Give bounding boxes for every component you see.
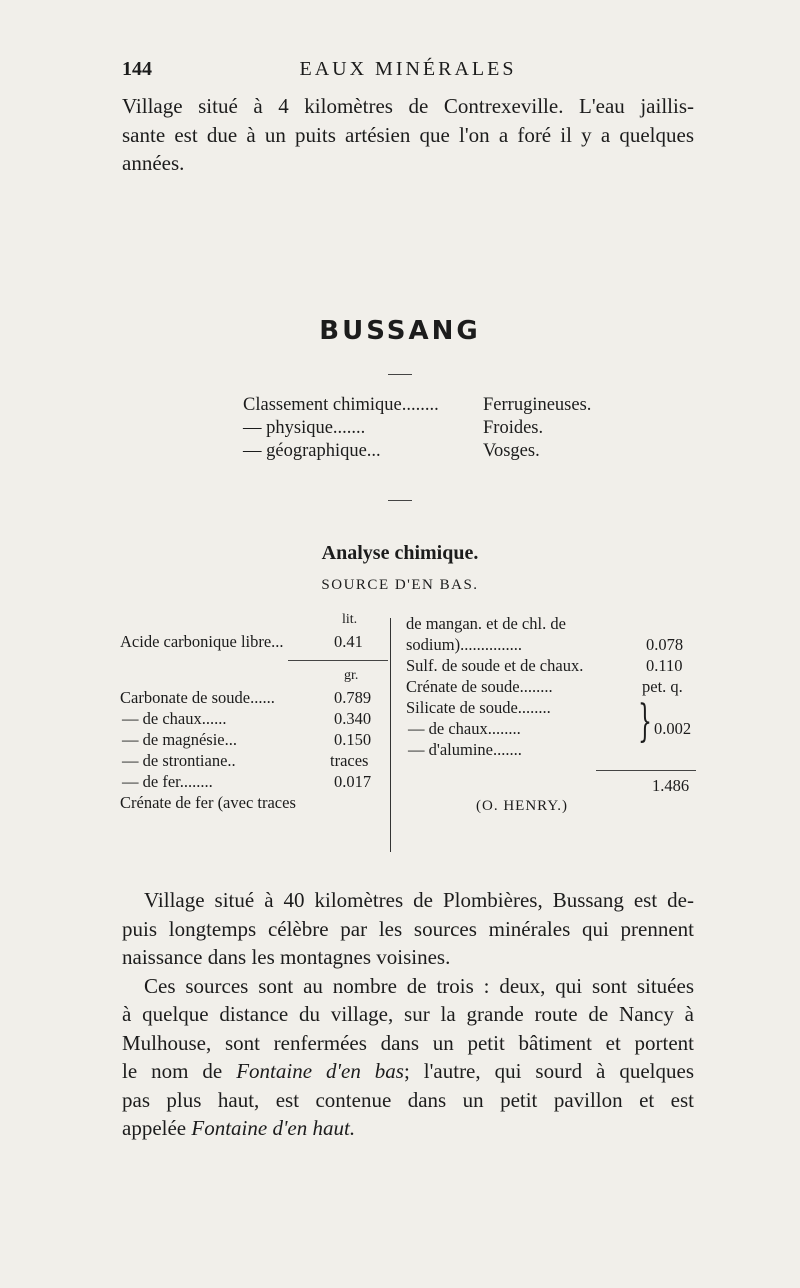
text-fragment: le nom de [122,1059,237,1083]
text-line: pas plus haut, est contenue dans un petit pavillon et est [122,1087,694,1112]
substance-value: 0.078 [646,635,684,654]
classification-table [243,394,663,463]
attribution-row [406,798,702,818]
total-row [406,776,702,796]
substance-name: Crénate de fer (avec traces [120,793,296,812]
text-line: Mulhouse, sont renfermées dans un petit bâtiment et portent [122,1030,694,1055]
substance-value: traces [330,751,369,770]
analysis-table [120,612,700,852]
divider [388,500,412,501]
classification-row [243,394,663,417]
analysis-row [120,632,382,652]
substance-name: sodium)............... [406,635,522,654]
substance-value: 0.017 [334,772,372,791]
running-head [122,58,694,84]
analysis-row [120,793,382,813]
substance-value: 0.150 [334,730,372,749]
substance-name: — de strontiane.. [122,751,236,770]
divider [388,374,412,375]
text-line: à quelque distance du village, sur la grande route de Nancy à [122,1002,694,1026]
section-title: BUSSANG [319,316,481,346]
substance-value: 0.789 [334,688,372,707]
text-line: puis longtemps célèbre par les sources minérales qui prennent [122,916,694,941]
substance-value: 0.340 [334,709,372,728]
running-title: EAUX MINÉRALES [299,58,517,80]
substance-name: de mangan. et de chl. de [406,614,566,633]
substance-name: Crénate de soude........ [406,677,553,696]
analysis-row [406,677,702,697]
analysis-row [120,730,382,750]
unit-label: gr. [344,668,359,683]
analysis-row [406,698,702,718]
substance-name: — d'alumine....... [408,740,522,759]
classification-value: Vosges. [483,441,540,461]
text-line: Village situé à 4 kilomètres de Contrexeville. L'eau jaillis- [122,94,694,118]
classification-row [243,417,663,440]
analysis-row [120,709,382,729]
unit-label: lit. [342,612,358,627]
analysis-row [120,688,382,708]
brace-icon: } [638,696,652,747]
total-value: 1.486 [652,776,690,795]
classification-value: Froides. [483,418,544,438]
column-divider [390,618,391,852]
substance-name: Silicate de soude........ [406,698,551,717]
substance-name: Carbonate de soude...... [120,688,275,707]
text-line: Village situé à 40 kilomètres de Plombières, Bussang est de- [144,888,694,912]
analysis-left-column [120,612,382,852]
analysis-row [120,772,382,792]
italic-name: Fontaine d'en bas [236,1059,404,1083]
text-fragment: ; l'autre, qui sourd à quelques [403,1059,694,1083]
substance-name: — de fer........ [122,772,213,791]
text-line: naissance dans les montagnes voisines. [122,945,451,969]
intro-paragraph [122,92,694,178]
analysis-row [406,719,702,739]
substance-value: pet. q. [642,677,683,696]
classification-value: Ferrugineuses. [483,395,592,415]
analysis-row [120,751,382,771]
substance-name: — de chaux........ [408,719,521,738]
text-line [122,1114,694,1143]
analysis-right-column [406,612,702,852]
text-line [122,1057,694,1086]
source-title: SOURCE D'EN BAS. [321,577,479,593]
substance-name: Sulf. de soude et de chaux. [406,656,584,675]
analysis-row [406,635,702,655]
analysis-row [406,614,702,634]
analysis-row [406,740,702,760]
analysis-row [406,656,702,676]
classification-label: Classement chimique........ [243,395,439,415]
substance-value: 0.110 [646,656,683,675]
substance-name: Acide carbonique libre... [120,632,284,651]
substance-name: — de magnésie... [122,730,238,749]
substance-name: — de chaux...... [122,709,227,728]
divider [596,770,696,771]
analysis-title: Analyse chimique. [321,542,479,564]
body-paragraph [122,886,694,1143]
substance-value: 0.41 [334,632,363,651]
text-line: années. [122,151,185,175]
substance-value: 0.002 [654,719,692,738]
attribution: (O. HENRY.) [476,798,568,814]
classification-row [243,440,663,463]
classification-label: — physique....... [243,418,366,438]
page-number: 144 [122,58,152,80]
text-fragment: appelée [122,1116,192,1140]
text-line: sante est due à un puits artésien que l'on a foré il y a quelques [122,122,694,147]
italic-name: Fontaine d'en haut. [191,1116,356,1140]
divider [288,660,388,661]
classification-label: — géographique... [243,441,381,461]
text-line: Ces sources sont au nombre de trois : deux, qui sont situées [144,973,694,998]
